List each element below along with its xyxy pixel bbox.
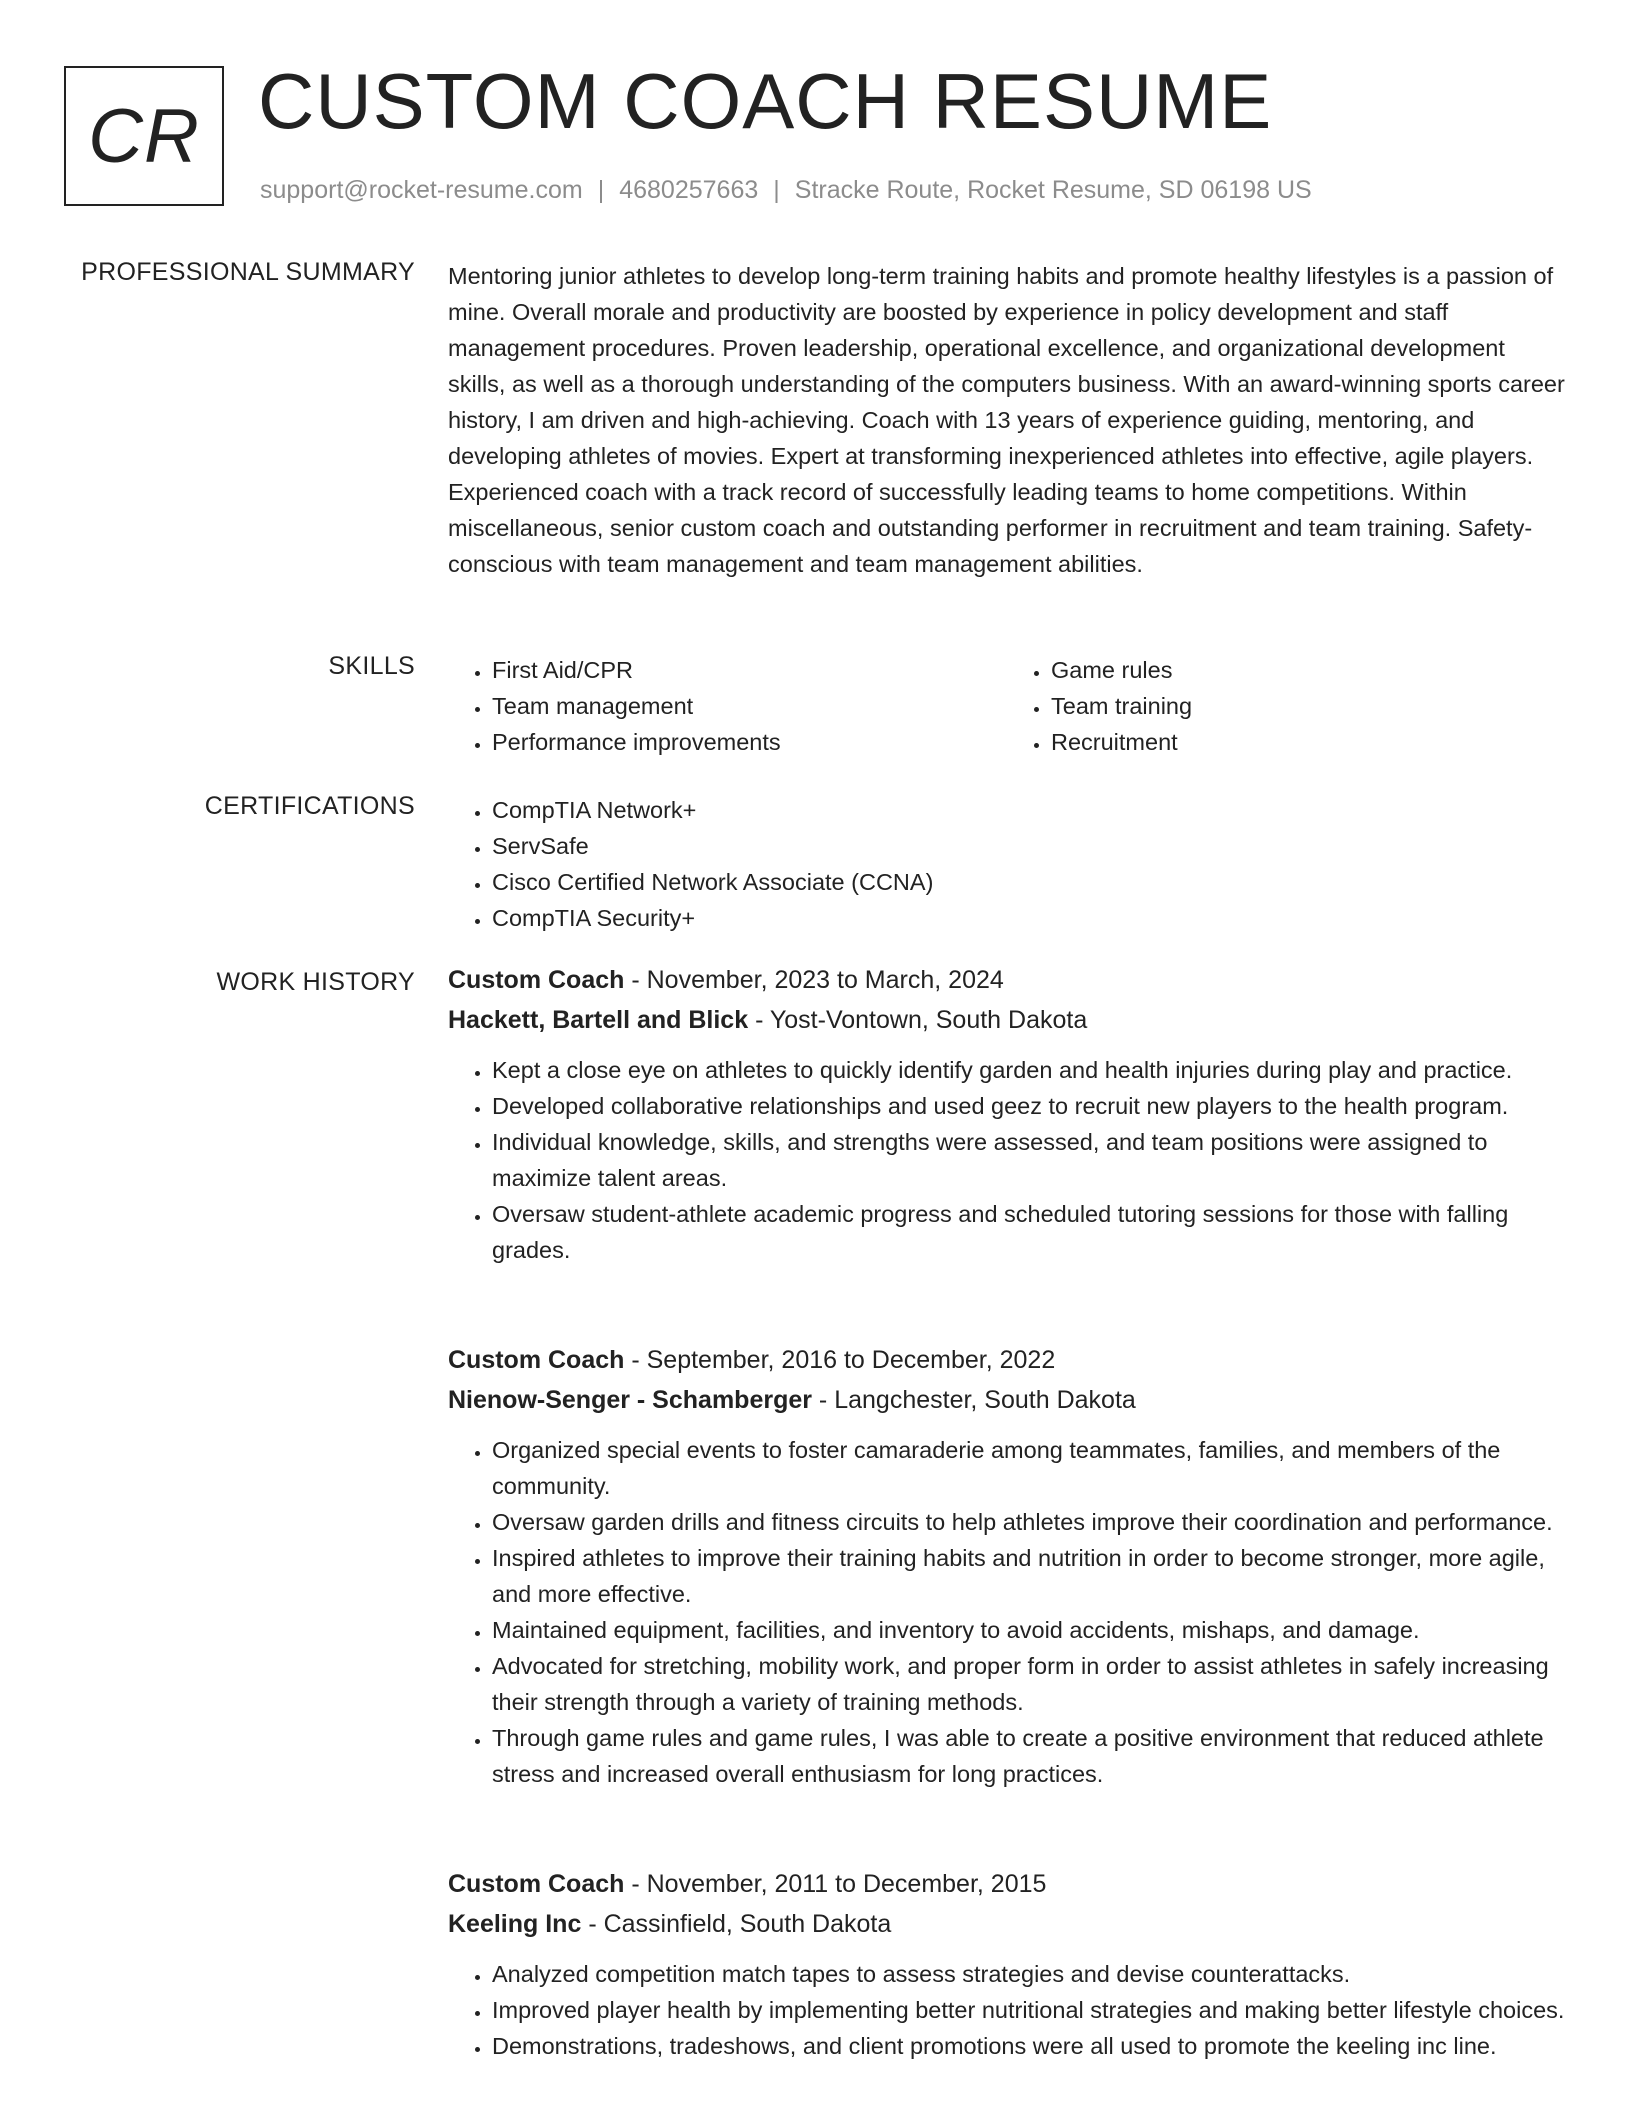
job-duty: • Maintained equipment, facilities, and inventory to avoid accidents, mishaps, and damage. <box>492 1612 1566 1648</box>
contact-phone[interactable]: 4680257663 <box>619 176 759 204</box>
monogram-box <box>64 66 224 206</box>
certification-item: • ServSafe <box>492 828 1566 864</box>
job-entry <box>448 1340 1566 1792</box>
certification-item: • CompTIA Security+ <box>492 900 1566 936</box>
job-duty: • Kept a close eye on athletes to quickly identify garden and health injuries during play and practice. <box>492 1052 1566 1088</box>
section-title-skills: SKILLS <box>328 652 415 680</box>
skill-item: • Game rules <box>1051 652 1566 688</box>
job-duties <box>448 1052 1566 1268</box>
job-company-line <box>448 1000 1566 1040</box>
contact-separator: | <box>597 176 605 204</box>
skill-item: • First Aid/CPR <box>492 652 1007 688</box>
job-duty: • Through game rules and game rules, I was able to create a positive environment that reduced athlete stress and increased overall enthusiasm for long practices. <box>492 1720 1566 1792</box>
job-role: Custom Coach <box>448 1870 625 1898</box>
skills-column-2 <box>1007 652 1566 760</box>
job-duties <box>448 1956 1566 2064</box>
skill-item: • Performance improvements <box>492 724 1007 760</box>
job-company: Keeling Inc <box>448 1910 582 1938</box>
job-company-line <box>448 1380 1566 1420</box>
section-title-summary: PROFESSIONAL SUMMARY <box>81 258 415 286</box>
certification-item: • CompTIA Network+ <box>492 792 1566 828</box>
job-dates: - November, 2011 to December, 2015 <box>624 1870 1047 1898</box>
job-duty: • Inspired athletes to improve their training habits and nutrition in order to become stronger, more agile, and more effective. <box>492 1540 1566 1612</box>
job-role-line <box>448 1864 1566 1904</box>
job-role-line <box>448 1340 1566 1380</box>
job-role: Custom Coach <box>448 1346 625 1374</box>
job-duty: • Analyzed competition match tapes to assess strategies and devise counterattacks. <box>492 1956 1566 1992</box>
job-company: Hackett, Bartell and Blick <box>448 1006 749 1034</box>
contact-address: Stracke Route, Rocket Resume, SD 06198 US <box>794 176 1312 204</box>
contact-email[interactable]: support@rocket-resume.com <box>260 176 583 204</box>
skill-item: • Recruitment <box>1051 724 1566 760</box>
certification-item: • Cisco Certified Network Associate (CCNA) <box>492 864 1566 900</box>
skills-grid <box>448 652 1566 760</box>
job-entry <box>448 960 1566 1268</box>
job-duties <box>448 1432 1566 1792</box>
monogram-initials: CR <box>88 93 200 179</box>
job-duty: • Oversaw garden drills and fitness circuits to help athletes improve their coordination and performance. <box>492 1504 1566 1540</box>
job-role: Custom Coach <box>448 966 625 994</box>
skills-column-1 <box>448 652 1007 760</box>
job-company-line <box>448 1904 1566 1944</box>
contact-separator: | <box>773 176 780 204</box>
contact-line <box>260 176 1312 205</box>
job-entry <box>448 1864 1566 2064</box>
job-company: Nienow-Senger - Schamberger <box>448 1386 812 1414</box>
job-duty: • Individual knowledge, skills, and strengths were assessed, and team positions were assigned to maximize talent areas. <box>492 1124 1566 1196</box>
section-title-work-history: WORK HISTORY <box>216 968 415 996</box>
resume-header <box>0 0 1632 240</box>
job-dates: - November, 2023 to March, 2024 <box>624 966 1004 994</box>
job-duty: • Developed collaborative relationships and used geez to recruit new players to the health program. <box>492 1088 1566 1124</box>
resume-title: CUSTOM COACH RESUME <box>258 57 1273 145</box>
job-dates: - September, 2016 to December, 2022 <box>624 1346 1056 1374</box>
skill-item: • Team management <box>492 688 1007 724</box>
section-title-certifications: CERTIFICATIONS <box>204 792 415 820</box>
job-duty: • Oversaw student-athlete academic progress and scheduled tutoring sessions for those with falling grades. <box>492 1196 1566 1268</box>
job-role-line <box>448 960 1566 1000</box>
summary-text: Mentoring junior athletes to develop long-term training habits and promote healthy lifestyles is a passion of mine. Overall morale and productivity are boosted by experience in policy development and staff management procedures. Proven leadership, operational excellence, and organizational development skills, as well as a thorough understanding of the computers business. With an award-winning sports career history, I am driven and high-achieving. Coach with 13 years of experience guiding, mentoring, and developing athletes of movies. Expert at transforming inexperienced athletes into effective, agile players. Experienced coach with a track record of successfully leading teams to home competitions. Within miscellaneous, senior custom coach and outstanding performer in recruitment and team training. Safety-conscious with team management and team management abilities. <box>448 263 1565 577</box>
skill-item: • Team training <box>1051 688 1566 724</box>
job-duty: • Demonstrations, tradeshows, and client promotions were all used to promote the keeling inc line. <box>492 2028 1566 2064</box>
certifications-list <box>448 792 1566 936</box>
job-location: - Cassinfield, South Dakota <box>581 1910 892 1938</box>
job-duty: • Improved player health by implementing better nutritional strategies and making better lifestyle choices. <box>492 1992 1566 2028</box>
job-duty: • Advocated for stretching, mobility work, and proper form in order to assist athletes in safely increasing their strength through a variety of training methods. <box>492 1648 1566 1720</box>
job-location: - Yost-Vontown, South Dakota <box>748 1006 1088 1034</box>
job-location: - Langchester, South Dakota <box>811 1386 1136 1414</box>
job-duty: • Organized special events to foster camaraderie among teammates, families, and members of the community. <box>492 1432 1566 1504</box>
